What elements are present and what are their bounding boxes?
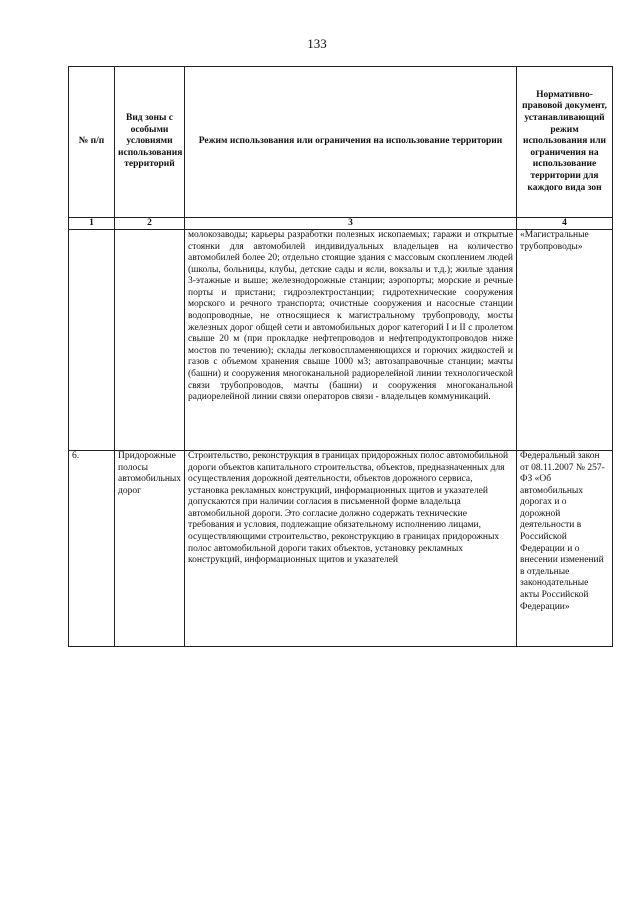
row-zone-type [115, 230, 185, 451]
header-zone-type: Вид зоны с особыми условиями использования территорий [115, 67, 185, 218]
row-document: «Магистральные трубопроводы» [517, 230, 613, 451]
row-regime: молокозаводы; карьеры разработки полезных ископаемых; гаражи и открытые стоянки для автомобилей индивидуальных владельцев на количество автомобилей более 20; отдельно стоящие здания с массовым скоплением людей (школы, больницы, клубы, детские сады и ясли, вокзалы и т.д.); жилые здания 3-этажные и выше; железнодорожные станции; аэропорты; морские и речные порты и пристани; гидроэлектростанции; гидротехнические сооружения морского и речного транспорта; очистные сооружения и насосные станции водопроводные, не относящиеся к магистральному трубопроводу, мосты железных дорог общей сети и автомобильных дорог категорий I и II с пролетом свыше 20 м (при прокладке нефтепроводов и нефтепродуктопроводов ниже мостов по течению); склады легковоспламеняющихся и горючих жидкостей и газов с объемом хранения свыше 1000 м3; автозаправочные станции; мачты (башни) и сооружения многоканальной радиорелейной линии технологической связи трубопроводов, мачты (башни) и сооружения многоканальной радиорелейной линии связи операторов связи - владельцев коммуникаций. [185, 230, 517, 451]
row-number [69, 230, 115, 451]
column-number: 1 [69, 218, 115, 230]
table-row [69, 230, 613, 451]
regulation-table [68, 66, 613, 647]
table-header-row [69, 67, 613, 218]
row-number: 6. [69, 451, 115, 647]
header-document: Нормативно-правовой документ, устанавливающий режим использования или ограничения на использование территории для каждого вида зон [517, 67, 613, 218]
table-row [69, 451, 613, 647]
row-document: Федеральный закон от 08.11.2007 № 257-ФЗ «Об автомобильных дорогах и о дорожной деятельности в Российской Федерации и о внесении изменений в отдельные законодательные акты Российской Федерации» [517, 451, 613, 647]
header-number: № п/п [69, 67, 115, 218]
row-zone-type: Придорожные полосы автомобильных дорог [115, 451, 185, 647]
column-number: 3 [185, 218, 517, 230]
column-number: 2 [115, 218, 185, 230]
header-regime: Режим использования или ограничения на использование территории [185, 67, 517, 218]
page-number: 133 [307, 36, 327, 51]
column-number-row [69, 218, 613, 230]
row-regime: Строительство, реконструкция в границах придорожных полос автомобильной дороги объектов капитального строительства, объектов, предназначенных для осуществления дорожной деятельности, объектов дорожного сервиса, установка рекламных конструкций, информационных щитов и указателей допускаются при наличии согласия в письменной форме владельца автомобильной дороги. Это согласие должно содержать технические требования и условия, подлежащие обязательному исполнению лицами, осуществляющими строительство, реконструкцию в границах придорожных полос автомобильной дороги таких объектов, установку рекламных конструкций, информационных щитов и указателей [185, 451, 517, 647]
column-number: 4 [517, 218, 613, 230]
